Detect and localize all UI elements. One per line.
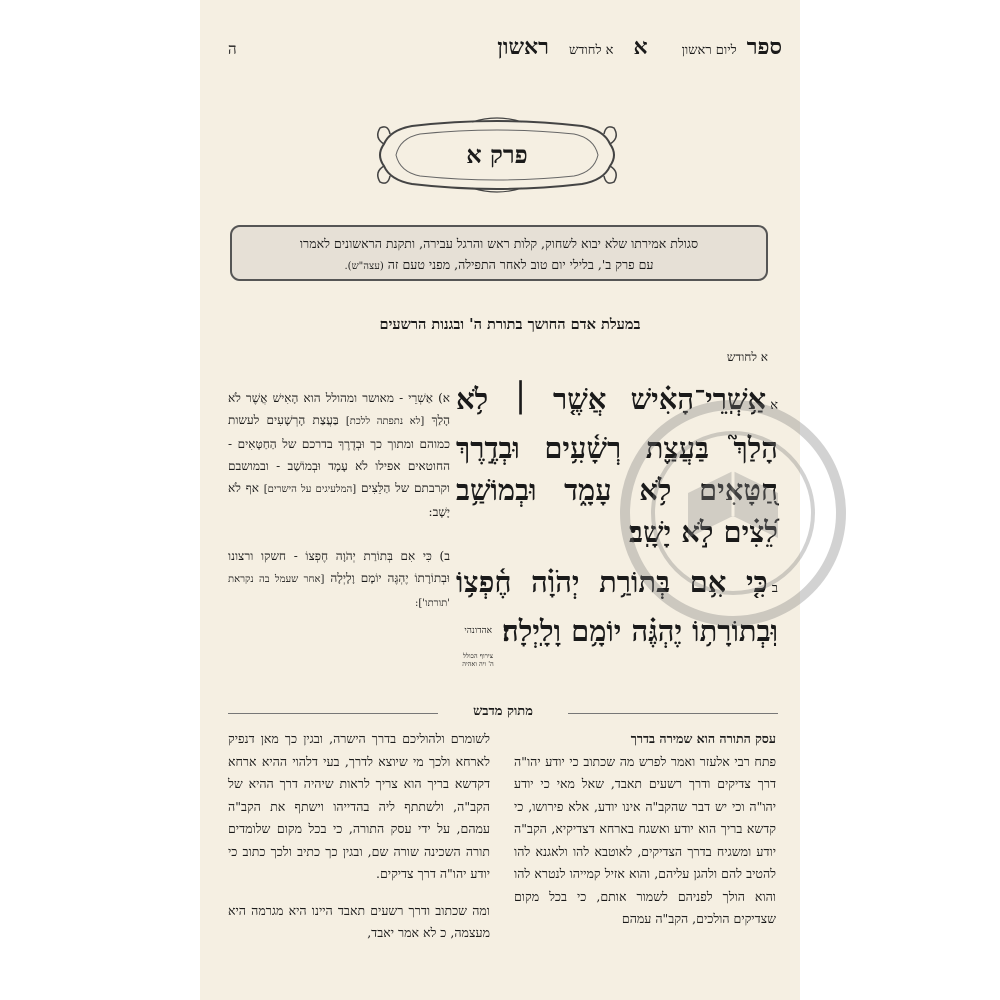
commentary-gloss: [המלעיגים על הישרים] [263,484,357,495]
header-month-day: א לחודש [568,43,614,58]
day-label: א לחודש [726,350,768,364]
note-line-2: עם פרק ב', בלילי יום טוב לאחר התפילה, מפני טעם זה [387,257,654,272]
commentary-text: בַּעֲצַת הָרְשָׁעִים לעשות כמוהם ומתוך כך וּבְדֶרֶךְ בדרכם של הַחַטָּאִים - החוטאים אפילו לֹא עָמָד וּבְמוֹשַׁב - ובמושבם וקרבתם של הַלֵּצִים [228,413,450,495]
section-heading: במעלת אדם החושך בתורת ה' ובגנות הרשעים [379,316,641,333]
verse-number: א [770,398,778,413]
commentary-text: כִּי אִם בְּתוֹרַת יְהֹוָה חֶפְצוֹ - חשקו ורצונו וּבְתוֹרָתוֹ יֶהְגֶּה יוֹמָם וָלָיְלָה [228,549,450,585]
header-page-number: ה [228,40,237,58]
verse-sidenote: אהדונהי [464,626,493,636]
header-chapter-letter: א [633,34,648,60]
chapter-title: פרק א [466,140,528,169]
header-book: ספר [746,34,782,60]
verse-text: כִּ֤י אִ֥ם בְּתוֹרַ֥ת יְהֹוָ֗ה חֶ֫פְצ֥וֹ וּֽבְתוֹרָת֥וֹ יֶהְגֶּ֗ה יוֹמָ֥ם וָלָֽיְלָה׃ [456,565,778,648]
header-day: ליום ראשון [681,43,737,58]
sweet-honey-left-column [228,728,490,945]
running-header [228,34,782,60]
lower-right-heading: עסק התורה הוא שמירה בדרך [630,731,776,746]
divider-label: מתוק מדבש [473,704,533,719]
commentary-verse-1 [228,387,450,523]
commentary-text: אַשְׁרֵי - מאושר ומהולל הוא הָאִישׁ אֲשֶׁר לֹא הָלַךְ [228,391,450,427]
segulah-note-box [230,225,768,281]
margin-note: צירוף הכולל ה' ויה ואהיה [462,652,494,668]
commentary-gloss: [אחר שעמל בה נקראת 'תורתו']: [228,574,450,609]
lower-left-text: לשומרם ולהוליכם בדרך הישרה, ובגין כך מאן דנפיק לארחא ולכך מי שיוצא לדרך, בעי דלהוי ההיא ארחא דקדשא בריך הוא צריך לראות שיהיה דרך ההיא של הקב"ה, ולשתתף ליה בהדייהו וישתף את הקב"ה עמהם, על ידי עסק התורה, כי בכל מקום שלומדים תורה השכינה שורה שם, ובגין כך כתיב ולכך כתוב כי יודע יהו"ה דרך צדיקים. [228,731,490,881]
verse-number: ב [771,581,778,596]
commentary-verse-2 [228,545,450,615]
chapter-ornament [372,116,622,194]
sweet-honey-right-column [514,728,776,931]
commentary-gloss: [לא נתפתה ללכת] [345,416,425,427]
book-page [200,0,800,1000]
commentary-label: ב) [439,549,450,563]
note-source: (עצה"ש). [344,261,384,272]
header-volume: ראשון [497,34,549,60]
commentary-label: א) [438,391,450,405]
verse-text: אַ֥שְֽׁרֵי־הָאִ֗ישׁ אֲשֶׁ֤ר ׀ לֹ֥א הָלַךְ֮ בַּעֲצַ֪ת רְשָׁ֫עִ֥ים וּבְדֶ֣רֶךְ חַ֭טָּאִים לֹ֥א עָמָ֑ד וּבְמוֹשַׁ֥ב לֵ֝צִ֗ים לֹ֣א יָשָֽׁב׃ [456,382,778,549]
note-line-1: סגולת אמירתו שלא יבוא לשחוק, קלות ראש והרגל עבירה, ותקנת הראשונים לאמרו [299,236,699,251]
lower-left-text: ומה שכתוב ודרך רשעים תאבד היינו היא מגרמה היא מעצמה, כ לא אמר יאבד, [228,902,490,940]
commentary-column [228,387,450,629]
watermark-seal-icon [618,398,848,628]
section-divider [228,703,778,723]
commentary-text: אף לֹא יָשָׁב: [228,481,450,519]
lower-right-text: פתח רבי אלעזר ואמר לפרש מה שכתוב כי יודע יהו"ה דרך צדיקים ודרך רשעים תאבד, שאל מאי כי יודע יהו"ה וכי יש דבר שהקב"ה אינו יודע, אלא פירושו, כי קדשא בריך הוא יודע ואשגח בארחא דצדיקיא, הקב"ה יודע ומשגיח בדרך הצדיקים, לאוטבא להו ולאגנא להו להטיב להם ולהגן עליהם, והוא אזיל קמייהו לנטרא להו והוא הולך לפניהם לשמור אותם, כי בכל מקום שצדיקים הולכים, הקב"ה עמהם [514,753,776,926]
